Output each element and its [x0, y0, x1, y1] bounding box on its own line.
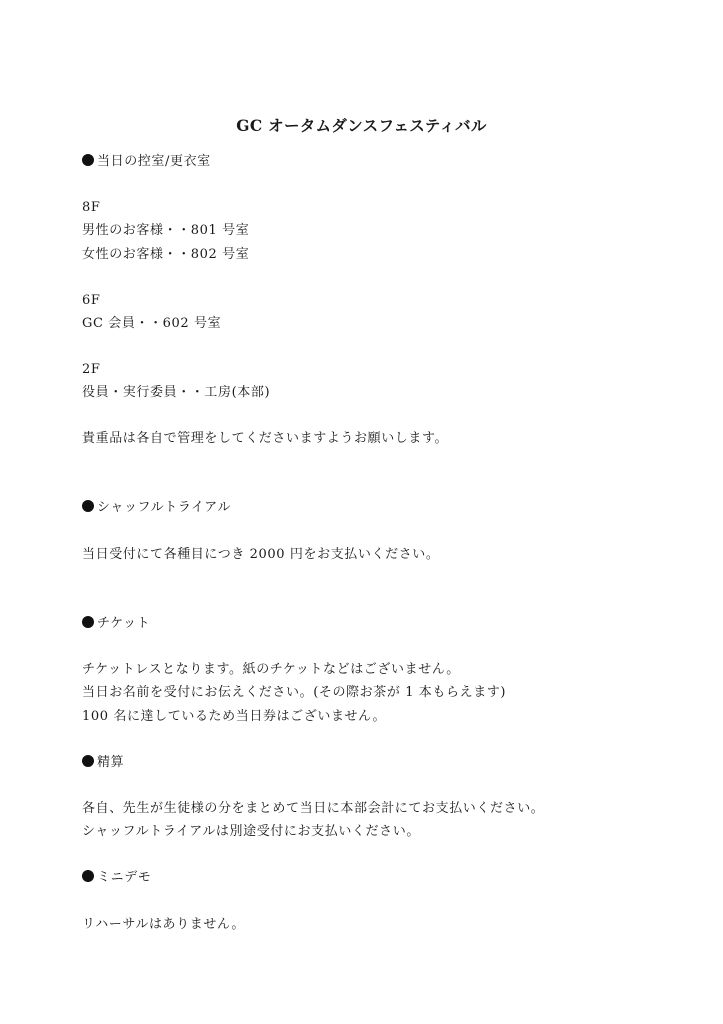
shuffle-heading-text: シャッフルトライアル [97, 500, 231, 515]
payment-heading [82, 753, 124, 773]
bullet-icon [82, 755, 94, 767]
bullet-icon [82, 500, 94, 512]
ticket-heading-text: チケット [97, 616, 151, 631]
bullet-icon [82, 616, 94, 628]
rooms-heading [82, 152, 211, 172]
payment-line-2: シャッフルトライアルは別途受付にお支払いください。 [82, 824, 420, 839]
ticket-heading [82, 614, 150, 634]
ticket-line-3: 100 名に達しているため当日券はございません。 [82, 709, 387, 724]
floor2-staff-room: 役員・実行委員・・工房(本部) [82, 385, 271, 400]
bullet-icon [82, 154, 94, 166]
ticket-line-2: 当日お名前を受付にお伝えください。(その際お茶が 1 本もらえます) [82, 685, 507, 700]
valuables-note: 貴重品は各自で管理をしてくださいますようお願いします。 [82, 431, 449, 446]
payment-heading-text: 精算 [97, 755, 125, 770]
shuffle-heading [82, 498, 231, 518]
floor6-label: 6F [82, 293, 101, 308]
payment-line-1: 各自、先生が生徒様の分をまとめて当日に本部会計にてお支払いください。 [82, 801, 545, 816]
floor6-member-room: GC 会員・・602 号室 [82, 316, 222, 331]
minidemo-heading [82, 868, 151, 888]
ticket-line-1: チケットレスとなります。紙のチケットなどはございません。 [82, 662, 460, 677]
bullet-icon [82, 870, 94, 882]
floor2-label: 2F [82, 362, 101, 377]
minidemo-note: リハーサルはありません。 [82, 917, 245, 932]
floor8-male-room: 男性のお客様・・801 号室 [82, 223, 250, 238]
document-title: GC オータムダンスフェスティバル [236, 116, 487, 135]
shuffle-fee-note: 当日受付にて各種目につき 2000 円をお支払いください。 [82, 547, 440, 562]
rooms-heading-text: 当日の控室/更衣室 [97, 154, 211, 169]
floor8-female-room: 女性のお客様・・802 号室 [82, 247, 250, 262]
minidemo-heading-text: ミニデモ [97, 870, 152, 885]
floor8-label: 8F [82, 200, 101, 215]
